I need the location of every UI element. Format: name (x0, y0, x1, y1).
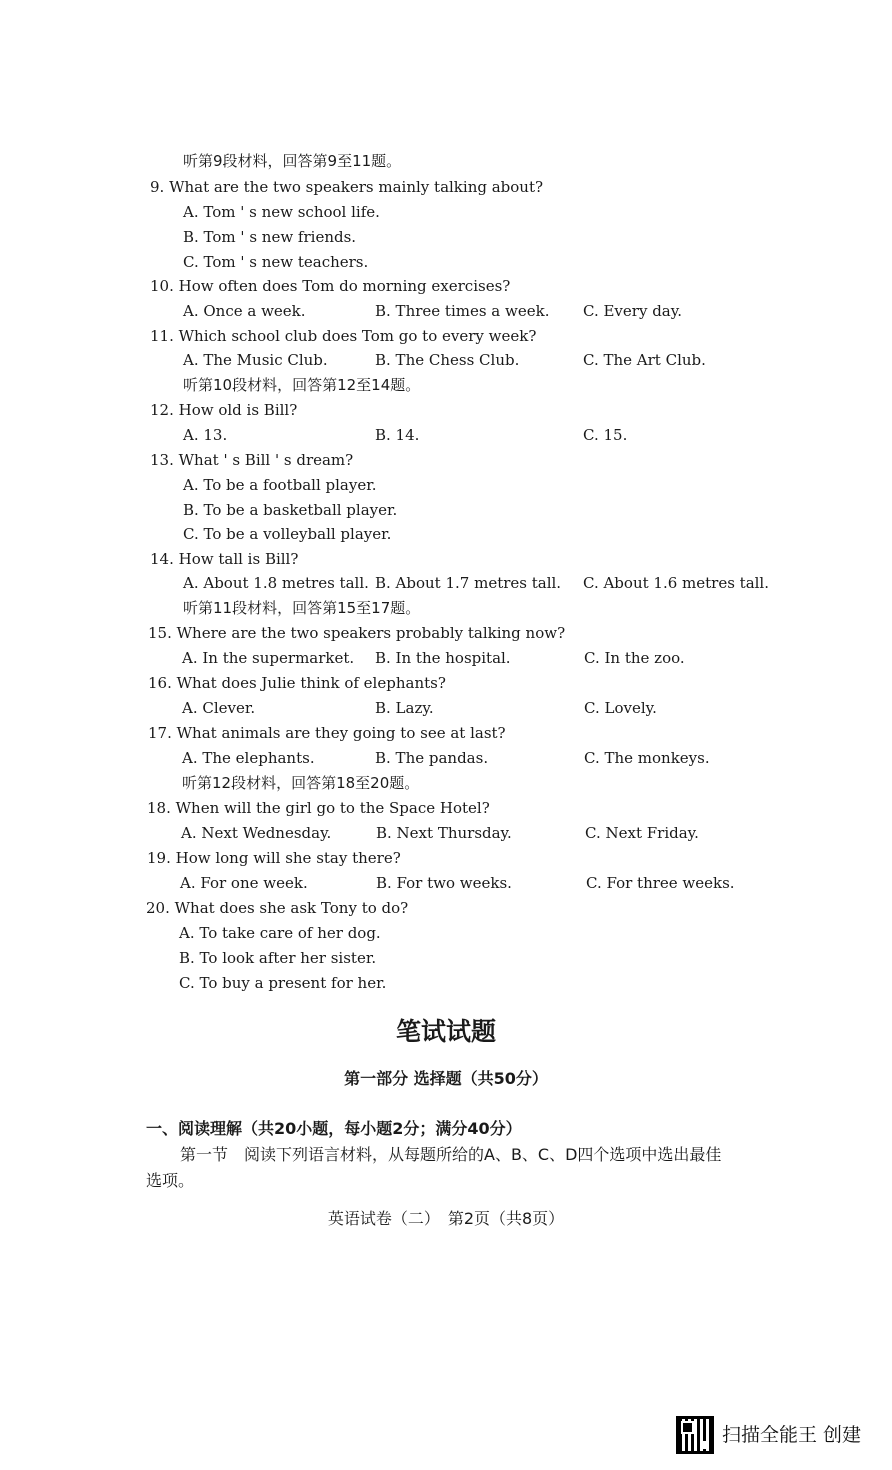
q16-option-a: A. Clever. (182, 699, 256, 717)
question-13: 13. What ' s Bill ' s dream? (150, 451, 354, 469)
question-11: 11. Which school club does Tom go to every week? (150, 327, 537, 345)
q19-option-b: B. For two weeks. (376, 874, 512, 892)
instruction-line-1: 第一节 阅读下列语言材料，从每题所给的A、B、C、D四个选项中选出最佳 (180, 1145, 722, 1164)
question-18: 18. When will the girl go to the Space Hotel? (147, 799, 490, 817)
q17-option-b: B. The pandas. (375, 749, 489, 767)
q13-option-a: A. To be a football player. (183, 476, 377, 494)
q15-option-a: A. In the supermarket. (182, 649, 355, 667)
q11-option-b: B. The Chess Club. (375, 351, 520, 369)
written-test-title: 笔试试题 (395, 1017, 496, 1046)
question-20: 20. What does she ask Tony to do? (146, 899, 409, 917)
question-14: 14. How tall is Bill? (150, 550, 299, 568)
q20-option-a: A. To take care of her dog. (179, 924, 381, 942)
page-footer: 英语试卷（二） 第2页（共8页） (327, 1209, 565, 1228)
q15-option-b: B. In the hospital. (375, 649, 511, 667)
q13-option-c: C. To be a volleyball player. (183, 525, 392, 543)
q16-option-b: B. Lazy. (375, 699, 434, 717)
q17-option-a: A. The elephants. (182, 749, 315, 767)
q20-option-c: C. To buy a present for her. (179, 974, 387, 992)
q18-option-a: A. Next Wednesday. (181, 824, 332, 842)
q17-option-c: C. The monkeys. (584, 749, 710, 767)
q14-option-b: B. About 1.7 metres tall. (375, 574, 562, 592)
reading-section-heading: 一、阅读理解（共20小题，每小题2分；满分40分） (146, 1119, 522, 1138)
q20-option-b: B. To look after her sister. (179, 949, 377, 967)
section-11-heading: 听第11段材料，回答第15至17题。 (183, 599, 421, 617)
question-16: 16. What does Julie think of elephants? (148, 674, 446, 692)
q15-option-c: C. In the zoo. (584, 649, 685, 667)
part-one-heading: 第一部分 选择题（共50分） (344, 1069, 548, 1088)
q10-option-b: B. Three times a week. (375, 302, 550, 320)
question-9: 9. What are the two speakers mainly talking about? (150, 178, 544, 196)
question-19: 19. How long will she stay there? (147, 849, 401, 867)
instruction-line-2: 选项。 (146, 1171, 195, 1190)
section-10-heading: 听第10段材料，回答第12至14题。 (183, 376, 421, 394)
q12-option-b: B. 14. (375, 426, 420, 444)
q10-option-a: A. Once a week. (183, 302, 306, 320)
q12-option-a: A. 13. (183, 426, 228, 444)
q19-option-c: C. For three weeks. (586, 874, 735, 892)
question-15: 15. Where are the two speakers probably talking now? (148, 624, 566, 642)
q12-option-c: C. 15. (583, 426, 628, 444)
q10-option-c: C. Every day. (583, 302, 682, 320)
question-17: 17. What animals are they going to see at last? (148, 724, 506, 742)
q11-option-a: A. The Music Club. (183, 351, 328, 369)
q19-option-a: A. For one week. (180, 874, 308, 892)
qr-code-icon (676, 1416, 714, 1454)
question-12: 12. How old is Bill? (150, 401, 298, 419)
scanner-watermark: 扫描全能王 创建 (722, 1424, 862, 1446)
q14-option-c: C. About 1.6 metres tall. (583, 574, 769, 592)
q18-option-c: C. Next Friday. (585, 824, 699, 842)
q9-option-a: A. Tom ' s new school life. (183, 203, 380, 221)
q13-option-b: B. To be a basketball player. (183, 501, 398, 519)
q9-option-b: B. Tom ' s new friends. (183, 228, 357, 246)
q14-option-a: A. About 1.8 metres tall. (183, 574, 369, 592)
q16-option-c: C. Lovely. (584, 699, 657, 717)
q11-option-c: C. The Art Club. (583, 351, 706, 369)
section-9-heading: 听第9段材料，回答第9至11题。 (183, 152, 402, 170)
q18-option-b: B. Next Thursday. (376, 824, 512, 842)
section-12-heading: 听第12段材料，回答第18至20题。 (182, 774, 420, 792)
question-10: 10. How often does Tom do morning exercises? (150, 277, 511, 295)
q9-option-c: C. Tom ' s new teachers. (183, 253, 369, 271)
